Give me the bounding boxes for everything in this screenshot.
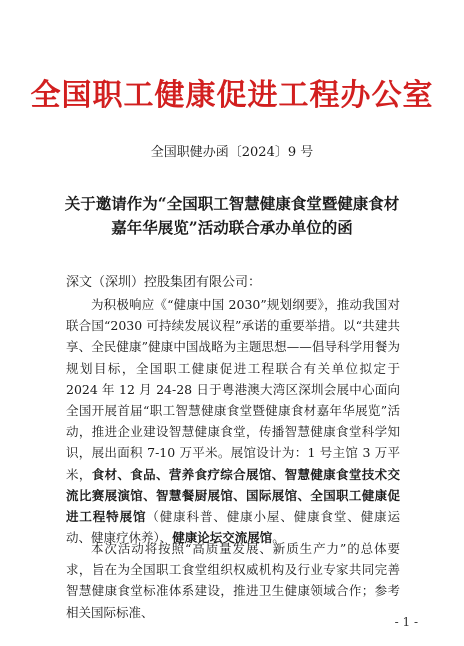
page-number: - 1 - <box>394 615 418 629</box>
document-number: 全国职健办函〔2024〕9 号 <box>150 145 314 160</box>
body-paragraph-1 <box>66 294 400 548</box>
document-title-line-2: 嘉年华展览”活动联合承办单位的函 <box>111 218 353 237</box>
document-title-line-1: 关于邀请作为“全国职工智慧健康食堂暨健康食材 <box>64 194 400 213</box>
paragraph-1-text-b: （健康科普、健康小屋、健康食堂、健康运动、健康疗休养）、 <box>66 509 400 546</box>
document-title <box>40 192 424 240</box>
paragraph-1-bold-forum: 健康论坛交流展馆 <box>172 530 273 546</box>
organization-header: 全国职工健康促进工程办公室 <box>30 78 434 113</box>
paragraph-1-bold-venues: 食材、食品、营养食疗综合展馆、智慧健康食堂技术交流比赛展演馆、智慧餐厨展馆、国际展馆、全国职工健康促进工程特展馆 <box>66 466 400 525</box>
addressee: 深文（深圳）控股集团有限公司： <box>66 275 262 290</box>
paragraph-1-text-a: 为积极响应《“健康中国 2030”规划纲要》，推动我国对联合国“2030 可持续发展议程”承诺的重要举措。以“共建共享、全民健康”健康中国战略为主题思想——倡导科学用餐为规划目标，全国职工健康促进工程联合有关单位拟定于 2024 年 12 月 24-28 日于粤港澳大湾区深圳会展中心面向全国开展首届“职工智慧健康食堂暨健康食材嘉年华展览”活动，推进企业建设智慧健康食堂，传播智慧健康食堂科学知识，展出面积 7-10 万平米。展馆设计为：1 号主馆 3 万平米， <box>66 297 400 482</box>
body-paragraph-2: 本次活动将按照“高质量发展、新质生产力”的总体要求，旨在为全国职工食堂组织权威机构及行业专家共同完善智慧健康食堂标准体系建设，推进卫生健康领域合作；参考相关国际标准、 <box>66 541 400 620</box>
paragraph-1-text-c: 。 <box>272 530 285 546</box>
